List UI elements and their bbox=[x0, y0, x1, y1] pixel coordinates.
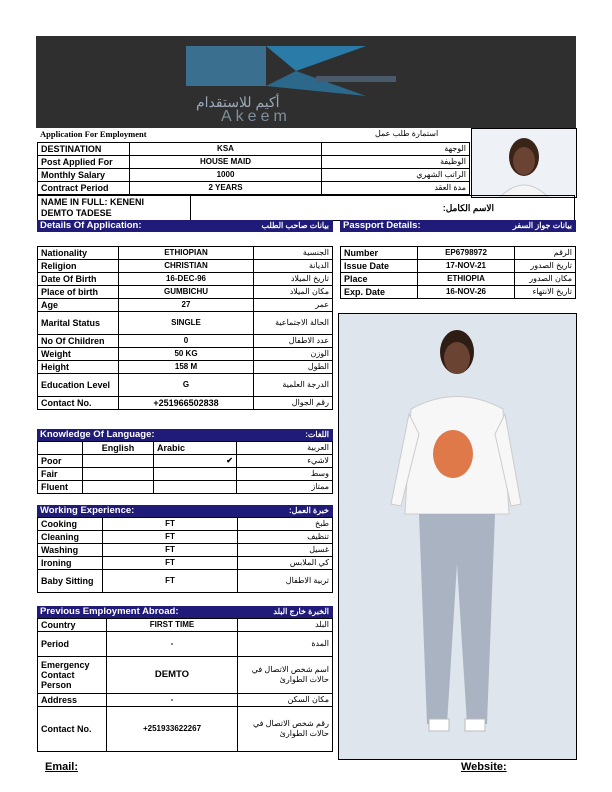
previous-title-ar: الخبرة خارج البلد bbox=[273, 607, 329, 616]
weight-label: Weight bbox=[38, 348, 119, 361]
ironing-value: FT bbox=[103, 557, 238, 570]
website-label: Website: bbox=[461, 761, 507, 773]
address-ar: مكان السكن bbox=[238, 694, 333, 707]
period-value: - bbox=[107, 632, 238, 657]
emergency-phone-value: +251933622267 bbox=[107, 707, 238, 752]
post-label: Post Applied For bbox=[38, 156, 130, 169]
passport-number-value: EP6798972 bbox=[418, 247, 515, 260]
poor-label: Poor bbox=[38, 455, 83, 468]
full-name-field bbox=[38, 196, 191, 221]
address-label: Address bbox=[38, 694, 107, 707]
english-column: English bbox=[83, 442, 154, 455]
age-value: 27 bbox=[119, 299, 254, 312]
place-ar: مكان الصدور bbox=[515, 273, 576, 286]
marital-label: Marital Status bbox=[38, 312, 119, 335]
fluent-ar: ممتاز bbox=[237, 481, 333, 494]
height-label: Height bbox=[38, 361, 119, 374]
details-title: Details Of Application: bbox=[40, 220, 142, 231]
post-value: HOUSE MAID bbox=[130, 156, 322, 169]
issue-date-ar: تاريخ الصدور bbox=[515, 260, 576, 273]
contact-ar: رقم الجوال bbox=[254, 397, 333, 410]
marital-value: SINGLE bbox=[119, 312, 254, 335]
cooking-ar: طبخ bbox=[238, 518, 333, 531]
dob-value: 16-DEC-96 bbox=[119, 273, 254, 286]
nationality-label: Nationality bbox=[38, 247, 119, 260]
period-ar: المدة bbox=[238, 632, 333, 657]
address-value: - bbox=[107, 694, 238, 707]
job-info-table bbox=[37, 142, 470, 195]
issue-date-value: 17-NOV-21 bbox=[418, 260, 515, 273]
washing-value: FT bbox=[103, 544, 238, 557]
ironing-label: Ironing bbox=[38, 557, 103, 570]
issue-date-label: Issue Date bbox=[341, 260, 418, 273]
full-name-line1: NAME IN FULL: KENENI bbox=[41, 197, 144, 207]
poor-english bbox=[83, 455, 154, 468]
previous-employment-header bbox=[37, 606, 333, 618]
emergency-phone-ar: رقم شخص الاتصال في حالات الطوارئ bbox=[238, 707, 333, 752]
pob-value: GUMBICHU bbox=[119, 286, 254, 299]
company-banner bbox=[36, 36, 576, 128]
banner-arabic-text: أكيم للاستقدام bbox=[196, 94, 280, 110]
arabic-column: Arabic bbox=[154, 442, 237, 455]
banner-latin-text: Akeem bbox=[221, 108, 291, 125]
destination-value: KSA bbox=[130, 143, 322, 156]
children-value: 0 bbox=[119, 335, 254, 348]
country-value: FIRST TIME bbox=[107, 619, 238, 632]
children-ar: عدد الاطفال bbox=[254, 335, 333, 348]
weight-value: 50 KG bbox=[119, 348, 254, 361]
dob-label: Date Of Birth bbox=[38, 273, 119, 286]
contact-label: Contact No. bbox=[38, 397, 119, 410]
language-table bbox=[37, 441, 333, 494]
previous-title: Previous Employment Abroad: bbox=[40, 606, 179, 617]
passport-title: Passport Details: bbox=[343, 220, 421, 231]
religion-ar: الديانة bbox=[254, 260, 333, 273]
passport-number-label: Number bbox=[341, 247, 418, 260]
post-ar: الوظيفة bbox=[322, 156, 470, 169]
emergency-contact-value: DEMTO bbox=[107, 657, 238, 694]
height-value: 158 M bbox=[119, 361, 254, 374]
destination-ar: الوجهة bbox=[322, 143, 470, 156]
education-label: Education Level bbox=[38, 374, 119, 397]
cleaning-label: Cleaning bbox=[38, 531, 103, 544]
application-title-arabic: استمارة طلب عمل bbox=[375, 129, 439, 138]
cooking-label: Cooking bbox=[38, 518, 103, 531]
washing-ar: غسيل bbox=[238, 544, 333, 557]
washing-label: Washing bbox=[38, 544, 103, 557]
contract-ar: مدة العقد bbox=[322, 182, 470, 195]
salary-label: Monthly Salary bbox=[38, 169, 130, 182]
application-title: Application For Employment bbox=[40, 129, 147, 139]
exp-date-label: Exp. Date bbox=[341, 286, 418, 299]
age-ar: عمر bbox=[254, 299, 333, 312]
details-table bbox=[37, 246, 333, 410]
fluent-arabic bbox=[154, 481, 237, 494]
cleaning-value: FT bbox=[103, 531, 238, 544]
fair-ar: وسط bbox=[237, 468, 333, 481]
poor-ar: لاشيء bbox=[237, 455, 333, 468]
details-title-ar: بيانات صاحب الطلب bbox=[261, 221, 329, 230]
email-label: Email: bbox=[45, 761, 79, 773]
dob-ar: تاريخ الميلاد bbox=[254, 273, 333, 286]
place-value: ETHIOPIA bbox=[418, 273, 515, 286]
experience-title: Working Experience: bbox=[40, 505, 135, 516]
cleaning-ar: تنظيف bbox=[238, 531, 333, 544]
exp-date-ar: تاريخ الانتهاء bbox=[515, 286, 576, 299]
destination-label: DESTINATION bbox=[38, 143, 130, 156]
language-corner-cell bbox=[38, 442, 83, 455]
experience-title-ar: خبرة العمل: bbox=[288, 506, 329, 515]
religion-value: CHRISTIAN bbox=[119, 260, 254, 273]
applicant-portrait-photo bbox=[471, 128, 577, 198]
language-header bbox=[37, 429, 333, 441]
pob-label: Place of birth bbox=[38, 286, 119, 299]
marital-ar: الحالة الاجتماعية bbox=[254, 312, 333, 335]
contract-value: 2 YEARS bbox=[130, 182, 322, 195]
applicant-full-body-photo bbox=[338, 313, 577, 760]
education-value: G bbox=[119, 374, 254, 397]
name-table bbox=[37, 195, 575, 221]
place-label: Place bbox=[341, 273, 418, 286]
religion-label: Religion bbox=[38, 260, 119, 273]
country-ar: البلد bbox=[238, 619, 333, 632]
passport-number-ar: الرقم bbox=[515, 247, 576, 260]
ironing-ar: كي الملابس bbox=[238, 557, 333, 570]
salary-value: 1000 bbox=[130, 169, 322, 182]
experience-table bbox=[37, 517, 333, 593]
exp-date-value: 16-NOV-26 bbox=[418, 286, 515, 299]
fluent-label: Fluent bbox=[38, 481, 83, 494]
emergency-contact-ar: اسم شخص الاتصال في حالات الطوارئ bbox=[238, 657, 333, 694]
cooking-value: FT bbox=[103, 518, 238, 531]
salary-ar: الراتب الشهري bbox=[322, 169, 470, 182]
full-name-line2: DEMTO TADESE bbox=[41, 208, 112, 218]
age-label: Age bbox=[38, 299, 119, 312]
previous-employment-table bbox=[37, 618, 333, 752]
weight-ar: الوزن bbox=[254, 348, 333, 361]
language-title: Knowledge Of Language: bbox=[40, 429, 155, 440]
passport-header bbox=[340, 220, 576, 232]
fair-label: Fair bbox=[38, 468, 83, 481]
fair-english bbox=[83, 468, 154, 481]
babysitting-ar: تربية الاطفال bbox=[238, 570, 333, 593]
children-label: No Of Children bbox=[38, 335, 119, 348]
arabic-column-ar: العربية bbox=[237, 442, 333, 455]
passport-table bbox=[340, 246, 576, 299]
education-ar: الدرجة العلمية bbox=[254, 374, 333, 397]
fluent-english bbox=[83, 481, 154, 494]
fair-arabic bbox=[154, 468, 237, 481]
pob-ar: مكان الميلاد bbox=[254, 286, 333, 299]
poor-arabic-check: ✔ bbox=[154, 455, 237, 468]
babysitting-value: FT bbox=[103, 570, 238, 593]
babysitting-label: Baby Sitting bbox=[38, 570, 103, 593]
contact-value: +251966502838 bbox=[119, 397, 254, 410]
logo-graphic bbox=[36, 36, 576, 128]
period-label: Period bbox=[38, 632, 107, 657]
height-ar: الطول bbox=[254, 361, 333, 374]
details-header bbox=[37, 220, 333, 232]
nationality-ar: الجنسية bbox=[254, 247, 333, 260]
language-title-ar: اللغات: bbox=[305, 430, 329, 439]
passport-title-ar: بيانات جواز السفر bbox=[512, 221, 572, 230]
nationality-value: ETHIOPIAN bbox=[119, 247, 254, 260]
experience-header bbox=[37, 505, 333, 517]
emergency-phone-label: Contact No. bbox=[38, 707, 107, 752]
emergency-contact-label: Emergency Contact Person bbox=[38, 657, 107, 694]
country-label: Country bbox=[38, 619, 107, 632]
full-name-ar: الاسم الكامل: bbox=[191, 196, 575, 221]
contract-label: Contract Period bbox=[38, 182, 130, 195]
